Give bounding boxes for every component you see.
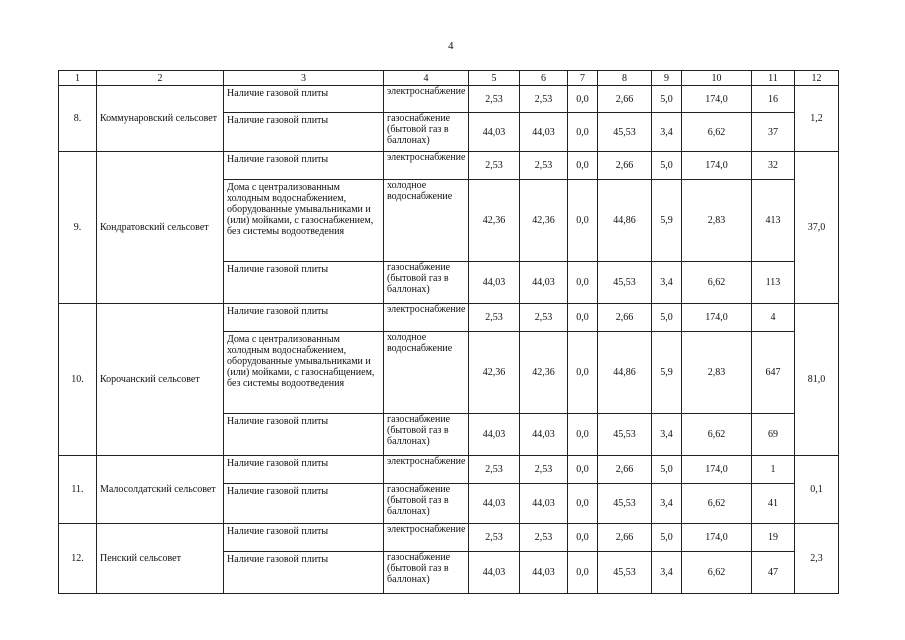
utility-service: холодное водоснабжение <box>384 332 469 414</box>
value-cell-v6: 44,03 <box>520 414 568 456</box>
value-cell-v10: 174,0 <box>682 152 752 180</box>
settlement-name: Малосолдатский сельсовет <box>97 456 224 524</box>
utility-service: газоснабжение (бытовой газ в баллонах) <box>384 414 469 456</box>
value-cell-v8: 45,53 <box>598 414 652 456</box>
housing-description: Наличие газовой плиты <box>224 524 384 552</box>
value-cell-v7: 0,0 <box>568 414 598 456</box>
housing-description: Дома с централизованным холодным водоснабжением, оборудованные умывальниками и (или) мойками, с газоснабжением, без системы водоотведения <box>224 180 384 262</box>
value-cell-v9: 3,4 <box>652 414 682 456</box>
value-cell-v9: 3,4 <box>652 552 682 594</box>
utility-service: холодное водоснабжение <box>384 180 469 262</box>
housing-description: Наличие газовой плиты <box>224 262 384 304</box>
value-cell-v9: 5,0 <box>652 524 682 552</box>
value-cell-v10: 174,0 <box>682 456 752 484</box>
value-cell-v7: 0,0 <box>568 456 598 484</box>
value-cell-v9: 3,4 <box>652 484 682 524</box>
settlement-name: Кондратовский сельсовет <box>97 152 224 304</box>
value-cell-v6: 44,03 <box>520 484 568 524</box>
value-cell-v10: 6,62 <box>682 262 752 304</box>
value-cell-v8: 2,66 <box>598 86 652 113</box>
housing-description: Дома с централизованным холодным водоснабжением, оборудованные умывальниками и (или) мойками, с газоснабщением, без системы водоотведения <box>224 332 384 414</box>
value-cell-v7: 0,0 <box>568 113 598 152</box>
value-cell-v7: 0,0 <box>568 304 598 332</box>
header-cell: 8 <box>598 71 652 86</box>
housing-description: Наличие газовой плиты <box>224 552 384 594</box>
settlement-total: 81,0 <box>795 304 839 456</box>
page-number: 4 <box>448 40 454 52</box>
value-cell-v11: 69 <box>752 414 795 456</box>
row-number: 10. <box>59 304 97 456</box>
value-cell-v10: 174,0 <box>682 86 752 113</box>
value-cell-v9: 5,9 <box>652 332 682 414</box>
utility-service: электроснабжение <box>384 304 469 332</box>
value-cell-v5: 44,03 <box>469 262 520 304</box>
value-cell-v8: 44,86 <box>598 180 652 262</box>
value-cell-v5: 42,36 <box>469 180 520 262</box>
value-cell-v7: 0,0 <box>568 484 598 524</box>
value-cell-v9: 5,0 <box>652 86 682 113</box>
value-cell-v5: 44,03 <box>469 414 520 456</box>
value-cell-v10: 6,62 <box>682 414 752 456</box>
value-cell-v7: 0,0 <box>568 262 598 304</box>
value-cell-v11: 413 <box>752 180 795 262</box>
value-cell-v5: 44,03 <box>469 113 520 152</box>
housing-description: Наличие газовой плиты <box>224 456 384 484</box>
value-cell-v7: 0,0 <box>568 524 598 552</box>
value-cell-v6: 44,03 <box>520 552 568 594</box>
value-cell-v11: 32 <box>752 152 795 180</box>
table-row <box>59 304 839 332</box>
row-number: 8. <box>59 86 97 152</box>
value-cell-v8: 2,66 <box>598 524 652 552</box>
utility-service: газоснабжение (бытовой газ в баллонах) <box>384 113 469 152</box>
value-cell-v5: 2,53 <box>469 456 520 484</box>
utility-service: электроснабжение <box>384 86 469 113</box>
header-cell: 10 <box>682 71 752 86</box>
row-number: 12. <box>59 524 97 594</box>
utility-service: электроснабжение <box>384 524 469 552</box>
value-cell-v6: 42,36 <box>520 332 568 414</box>
value-cell-v5: 2,53 <box>469 152 520 180</box>
value-cell-v7: 0,0 <box>568 180 598 262</box>
header-row <box>59 71 839 86</box>
value-cell-v11: 16 <box>752 86 795 113</box>
table-row <box>59 456 839 484</box>
value-cell-v8: 2,66 <box>598 304 652 332</box>
settlement-total: 1,2 <box>795 86 839 152</box>
settlement-name: Коммунаровский сельсовет <box>97 86 224 152</box>
value-cell-v6: 2,53 <box>520 152 568 180</box>
value-cell-v11: 37 <box>752 113 795 152</box>
value-cell-v5: 44,03 <box>469 552 520 594</box>
value-cell-v8: 45,53 <box>598 552 652 594</box>
value-cell-v11: 41 <box>752 484 795 524</box>
header-cell: 6 <box>520 71 568 86</box>
housing-description: Наличие газовой плиты <box>224 484 384 524</box>
housing-description: Наличие газовой плиты <box>224 86 384 113</box>
value-cell-v10: 6,62 <box>682 484 752 524</box>
value-cell-v6: 2,53 <box>520 524 568 552</box>
value-cell-v9: 5,9 <box>652 180 682 262</box>
utility-service: газоснабжение (бытовой газ в баллонах) <box>384 262 469 304</box>
value-cell-v6: 2,53 <box>520 456 568 484</box>
value-cell-v7: 0,0 <box>568 332 598 414</box>
header-cell: 9 <box>652 71 682 86</box>
header-cell: 2 <box>97 71 224 86</box>
value-cell-v8: 45,53 <box>598 484 652 524</box>
value-cell-v11: 47 <box>752 552 795 594</box>
value-cell-v5: 2,53 <box>469 86 520 113</box>
row-number: 9. <box>59 152 97 304</box>
settlement-total: 0,1 <box>795 456 839 524</box>
header-cell: 4 <box>384 71 469 86</box>
value-cell-v11: 113 <box>752 262 795 304</box>
value-cell-v10: 6,62 <box>682 552 752 594</box>
housing-description: Наличие газовой плиты <box>224 113 384 152</box>
value-cell-v8: 2,66 <box>598 152 652 180</box>
housing-description: Наличие газовой плиты <box>224 414 384 456</box>
utility-service: газоснабжение (бытовой газ в баллонах) <box>384 484 469 524</box>
value-cell-v9: 3,4 <box>652 262 682 304</box>
value-cell-v10: 2,83 <box>682 180 752 262</box>
value-cell-v6: 44,03 <box>520 113 568 152</box>
value-cell-v6: 2,53 <box>520 86 568 113</box>
value-cell-v6: 42,36 <box>520 180 568 262</box>
housing-description: Наличие газовой плиты <box>224 304 384 332</box>
value-cell-v11: 4 <box>752 304 795 332</box>
header-cell: 12 <box>795 71 839 86</box>
settlement-total: 2,3 <box>795 524 839 594</box>
header-cell: 5 <box>469 71 520 86</box>
value-cell-v11: 19 <box>752 524 795 552</box>
value-cell-v10: 6,62 <box>682 113 752 152</box>
value-cell-v9: 5,0 <box>652 456 682 484</box>
settlement-name: Пенский сельсовет <box>97 524 224 594</box>
settlement-name: Корочанский сельсовет <box>97 304 224 456</box>
value-cell-v9: 3,4 <box>652 113 682 152</box>
value-cell-v8: 45,53 <box>598 113 652 152</box>
tariff-table <box>58 70 839 594</box>
utility-service: электроснабжение <box>384 152 469 180</box>
value-cell-v8: 45,53 <box>598 262 652 304</box>
header-cell: 1 <box>59 71 97 86</box>
value-cell-v9: 5,0 <box>652 152 682 180</box>
utility-service: электроснабжение <box>384 456 469 484</box>
table-row <box>59 152 839 180</box>
value-cell-v8: 44,86 <box>598 332 652 414</box>
value-cell-v5: 42,36 <box>469 332 520 414</box>
value-cell-v9: 5,0 <box>652 304 682 332</box>
value-cell-v5: 2,53 <box>469 304 520 332</box>
value-cell-v11: 647 <box>752 332 795 414</box>
table-row <box>59 86 839 113</box>
table-row <box>59 524 839 552</box>
header-cell: 7 <box>568 71 598 86</box>
header-cell: 11 <box>752 71 795 86</box>
value-cell-v11: 1 <box>752 456 795 484</box>
value-cell-v7: 0,0 <box>568 152 598 180</box>
value-cell-v6: 2,53 <box>520 304 568 332</box>
value-cell-v6: 44,03 <box>520 262 568 304</box>
value-cell-v10: 2,83 <box>682 332 752 414</box>
value-cell-v10: 174,0 <box>682 304 752 332</box>
header-cell: 3 <box>224 71 384 86</box>
value-cell-v8: 2,66 <box>598 456 652 484</box>
value-cell-v7: 0,0 <box>568 86 598 113</box>
value-cell-v5: 44,03 <box>469 484 520 524</box>
value-cell-v10: 174,0 <box>682 524 752 552</box>
value-cell-v5: 2,53 <box>469 524 520 552</box>
housing-description: Наличие газовой плиты <box>224 152 384 180</box>
value-cell-v7: 0,0 <box>568 552 598 594</box>
settlement-total: 37,0 <box>795 152 839 304</box>
utility-service: газоснабжение (бытовой газ в баллонах) <box>384 552 469 594</box>
row-number: 11. <box>59 456 97 524</box>
